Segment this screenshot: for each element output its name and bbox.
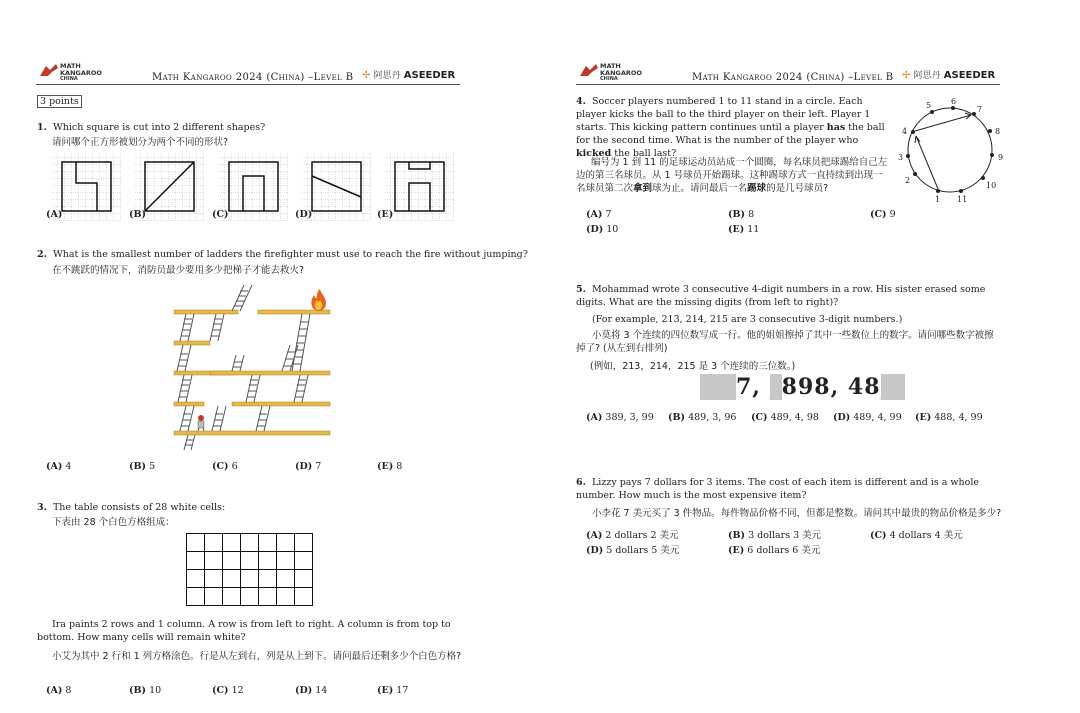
q4-text: 4. Soccer players numbered 1 to 11 stand in a circle. Each player kicks the ball to the third player on their left. Player 1 starts. This kicking pattern continues until a player has the ball for the second time. What is the number of the player who kicked the ball last? (576, 96, 885, 159)
q4-option-e[interactable]: (E) 11 (728, 224, 760, 235)
q1-square-d (302, 152, 371, 221)
blank-4: _ (769, 374, 782, 400)
player-dot-11 (959, 189, 963, 193)
q1-option-e[interactable]: (E) (377, 209, 394, 220)
player-dot-6 (951, 106, 955, 110)
logo-right: ✢ 阿思丹 ASEEDER (902, 70, 996, 81)
aseeder-star-icon: ✢ (362, 70, 371, 81)
q3-option-e[interactable]: (E) 17 (377, 685, 409, 696)
kangaroo-logo-icon (578, 62, 600, 78)
q1-text-cn: 请问哪个正方形被划分为两个不同的形状? (52, 137, 229, 148)
q1-text: 1. Which square is cut into 2 different shapes? (37, 122, 266, 133)
q6-option-e[interactable]: (E) 6 dollars 6 美元 (728, 545, 821, 556)
q3-text-cn: 下表由 28 个白色方格组成： (52, 517, 175, 528)
player-dot-4 (911, 130, 915, 134)
q2-option-e[interactable]: (E) 8 (377, 461, 403, 472)
q3-text-2-cn: 小艾为其中 2 行和 1 列方格涂色。行是从左到右，列是从上到下。请问最后还剩多少个白色方格? (52, 651, 462, 662)
q1-squares-figure (42, 157, 462, 219)
player-dot-3 (906, 154, 910, 158)
q2-option-d[interactable]: (D) 7 (295, 461, 322, 472)
player-label-10: 10 (986, 181, 997, 190)
q6-option-a[interactable]: (A) 2 dollars 2 美元 (586, 530, 679, 541)
q3-text: 3. The table consists of 28 white cells: (37, 502, 226, 513)
player-label-3: 3 (898, 153, 904, 162)
ladder-puzzle-figure (172, 285, 332, 450)
q2-option-a[interactable]: (A) 4 (46, 461, 72, 472)
player-label-9: 9 (998, 153, 1004, 162)
player-dot-2 (913, 172, 917, 176)
player-dot-9 (990, 153, 994, 157)
header-rule (36, 84, 460, 85)
logo-left-text: MATH KANGAROO CHINA (600, 62, 642, 82)
q1-option-a[interactable]: (A) (46, 209, 63, 220)
blank-3: _ (724, 374, 736, 400)
q3-option-a[interactable]: (A) 8 (46, 685, 72, 696)
q6-option-c[interactable]: (C) 4 dollars 4 美元 (870, 530, 963, 541)
q3-option-d[interactable]: (D) 14 (295, 685, 328, 696)
player-label-5: 5 (926, 101, 932, 110)
logo-right: ✢ 阿思丹 ASEEDER (362, 70, 456, 81)
q5-example: (For example, 213, 214, 215 are 3 consecutive 3-digit numbers.) (592, 314, 903, 325)
q3-table-figure (186, 533, 314, 607)
header-rule (576, 84, 1000, 85)
right-page (540, 0, 1080, 713)
q5-example-cn: (例如，213，214，215 是 3 个连续的三位数。) (590, 361, 796, 372)
player-label-7: 7 (977, 105, 983, 114)
q5-text-cn: 小莫将 3 个连续的四位数写成一行。他的姐姐擦掉了其中一些数位上的数字。请问哪些数字被擦掉了? (从左到右排列) (576, 330, 994, 354)
blank-5: _ (880, 374, 893, 400)
aseeder-star-icon: ✢ (902, 70, 911, 81)
blank-2: _ (712, 374, 724, 400)
q5-option-d[interactable]: (D) 489, 4, 99 (833, 412, 902, 423)
q5-text: 5. Mohammad wrote 3 consecutive 4-digit numbers in a row. His sister erased some digits. What are the missing digits (from left to right)? (576, 284, 986, 308)
q2-text-cn: 在不跳跃的情况下，消防员最少要用多少把梯子才能去救火? (52, 265, 305, 276)
q4-option-d[interactable]: (D) 10 (586, 224, 619, 235)
q6-text-cn: 小李花 7 美元买了 3 件物品。每件物品价格不同，但都是整数。请问其中最贵的物品价格是多少? (592, 508, 1002, 519)
player-dot-10 (981, 176, 985, 180)
q1-option-c[interactable]: (C) (212, 209, 229, 220)
player-label-8: 8 (995, 127, 1001, 136)
player-label-2: 2 (905, 176, 911, 185)
player-label-11: 11 (957, 195, 968, 204)
fire-icon (311, 289, 326, 311)
q2-text: 2. What is the smallest number of ladders the firefighter must use to reach the fire without jumping? (37, 249, 528, 260)
firefighter-icon (198, 415, 204, 431)
q6-text: 6. Lizzy pays 7 dollars for 3 items. The cost of each item is different and is a whole number. How much is the most expensive item? (576, 477, 980, 501)
q1-option-d[interactable]: (D) (295, 209, 313, 220)
q5-option-c[interactable]: (C) 489, 4, 98 (751, 412, 819, 423)
q3-text-2: Ira paints 2 rows and 1 column. A row is from left to right. A column is from top to bottom. How many cells will remain white? (37, 619, 451, 643)
player-label-6: 6 (951, 97, 957, 106)
q4-text-cn: 编号为 1 到 11 的足球运动员站成一个圆圈，每名球员把球踢给自己左边的第三名球员。从 1 号球员开始踢球。这种踢球方式一直持续到出现一名球员第二次拿到球为止。请问最后一名踢球的是几号球员? (576, 157, 888, 194)
blank-6: _ (892, 374, 905, 400)
q1-option-b[interactable]: (B) (129, 209, 147, 220)
header-title: Math Kangaroo 2024 (China) –Level B (152, 72, 354, 83)
q2-option-c[interactable]: (C) 6 (212, 461, 238, 472)
player-dot-1 (936, 189, 940, 193)
kangaroo-logo-icon (38, 62, 60, 78)
q5-number-display: ___7, _898, 48__ (700, 374, 905, 400)
q2-option-b[interactable]: (B) 5 (129, 461, 156, 472)
soccer-circle-figure (895, 98, 1005, 208)
q6-option-d[interactable]: (D) 5 dollars 5 美元 (586, 545, 680, 556)
q1-square-e (385, 152, 454, 221)
logo-left-text: MATH KANGAROO CHINA (60, 62, 102, 82)
q5-option-b[interactable]: (B) 489, 3, 96 (668, 412, 737, 423)
blank-1: _ (700, 374, 712, 400)
points-badge: 3 points (37, 95, 82, 108)
q4-option-b[interactable]: (B) 8 (728, 209, 755, 220)
q5-option-a[interactable]: (A) 389, 3, 99 (586, 412, 654, 423)
q4-option-c[interactable]: (C) 9 (870, 209, 896, 220)
player-dot-5 (930, 110, 934, 114)
player-label-4: 4 (902, 127, 908, 136)
q5-option-e[interactable]: (E) 488, 4, 99 (915, 412, 983, 423)
q1-square-c (219, 152, 288, 221)
q6-option-b[interactable]: (B) 3 dollars 3 美元 (728, 530, 822, 541)
q4-option-a[interactable]: (A) 7 (586, 209, 612, 220)
q3-option-c[interactable]: (C) 12 (212, 685, 244, 696)
player-dot-7 (972, 112, 976, 116)
header-title: Math Kangaroo 2024 (China) –Level B (692, 72, 894, 83)
player-label-1: 1 (935, 195, 941, 204)
player-dot-8 (988, 129, 992, 133)
q3-option-b[interactable]: (B) 10 (129, 685, 162, 696)
